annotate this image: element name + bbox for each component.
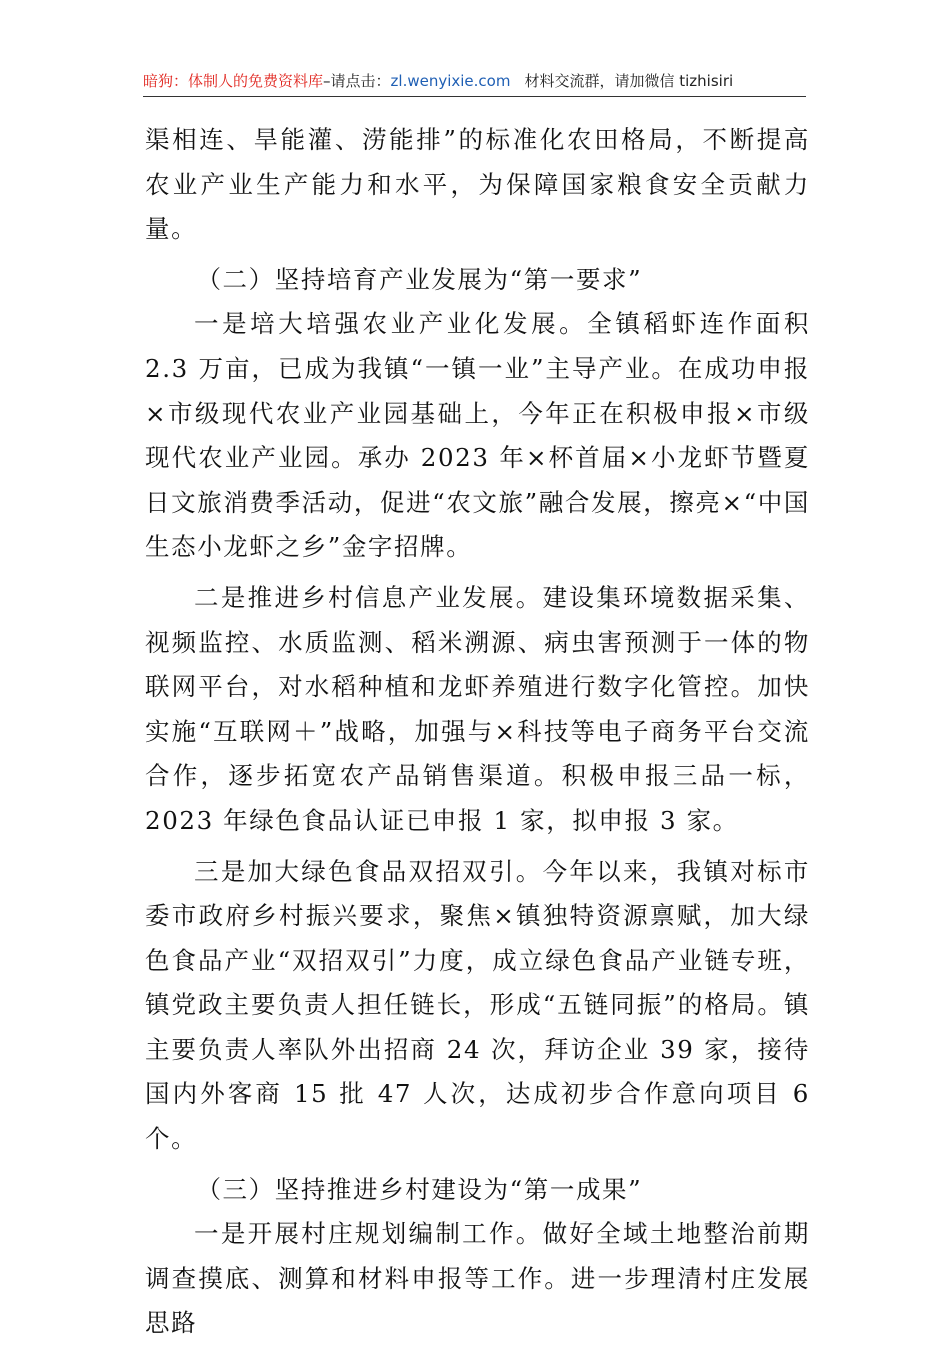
section-heading-2: （二）坚持培育产业发展为“第一要求” (196, 264, 643, 294)
header-brand-link[interactable]: 暗狗：体制人的免费资料库 (143, 72, 324, 90)
paragraph-industry-3: 三是加大绿色食品双招双引。今年以来，我镇对标市委市政府乡村振兴要求，聚焦×镇独特资源禀赋，加大绿色食品产业“双招双引”力度，成立绿色食品产业链专班，镇党政主要负责人担任链长，形成“五链同振”的格局。镇主要负责人率队外出招商 24 次，拜访企业 39 家，接待国内外客商 15 批 47 人次，达成初步合作意向项目 6 个。 (145, 856, 810, 1154)
header-prompt: –请点击： (323, 72, 391, 90)
section-heading-3: （三）坚持推进乡村建设为“第一成果” (196, 1174, 643, 1204)
header-divider (143, 96, 806, 97)
header-wechat-note: 材料交流群，请加微信 tizhisiri (524, 72, 734, 90)
paragraph-construction-1: 一是开展村庄规划编制工作。做好全域土地整治前期调查摸底、测算和材料申报等工作。进一步理清村庄发展思路 (145, 1219, 810, 1338)
paragraph-continuation: 渠相连、旱能灌、涝能排”的标准化农田格局，不断提高农业产业生产能力和水平，为保障国家粮食安全贡献力量。 (145, 125, 810, 244)
header-url-link[interactable]: zl.wenyixie.com (390, 72, 511, 90)
paragraph-industry-1: 一是培大培强农业产业化发展。全镇稻虾连作面积 2.3 万亩，已成为我镇“一镇一业”主导产业。在成功申报×市级现代农业产业园基础上，今年正在积极申报×市级现代农业产业园。承办 2023 年×杯首届×小龙虾节暨夏日文旅消费季活动，促进“农文旅”融合发展，擦亮×“中国生态小龙虾之乡”金字招牌。 (145, 309, 810, 562)
page-header (143, 66, 806, 96)
document-body (145, 118, 810, 1346)
paragraph-industry-2: 二是推进乡村信息产业发展。建设集环境数据采集、视频监控、水质监测、稻米溯源、病虫害预测于一体的物联网平台，对水稻种植和龙虾养殖进行数字化管控。加快实施“互联网＋”战略，加强与×科技等电子商务平台交流合作，逐步拓宽农产品销售渠道。积极申报三品一标，2023 年绿色食品认证已申报 1 家，拟申报 3 家。 (145, 582, 810, 835)
